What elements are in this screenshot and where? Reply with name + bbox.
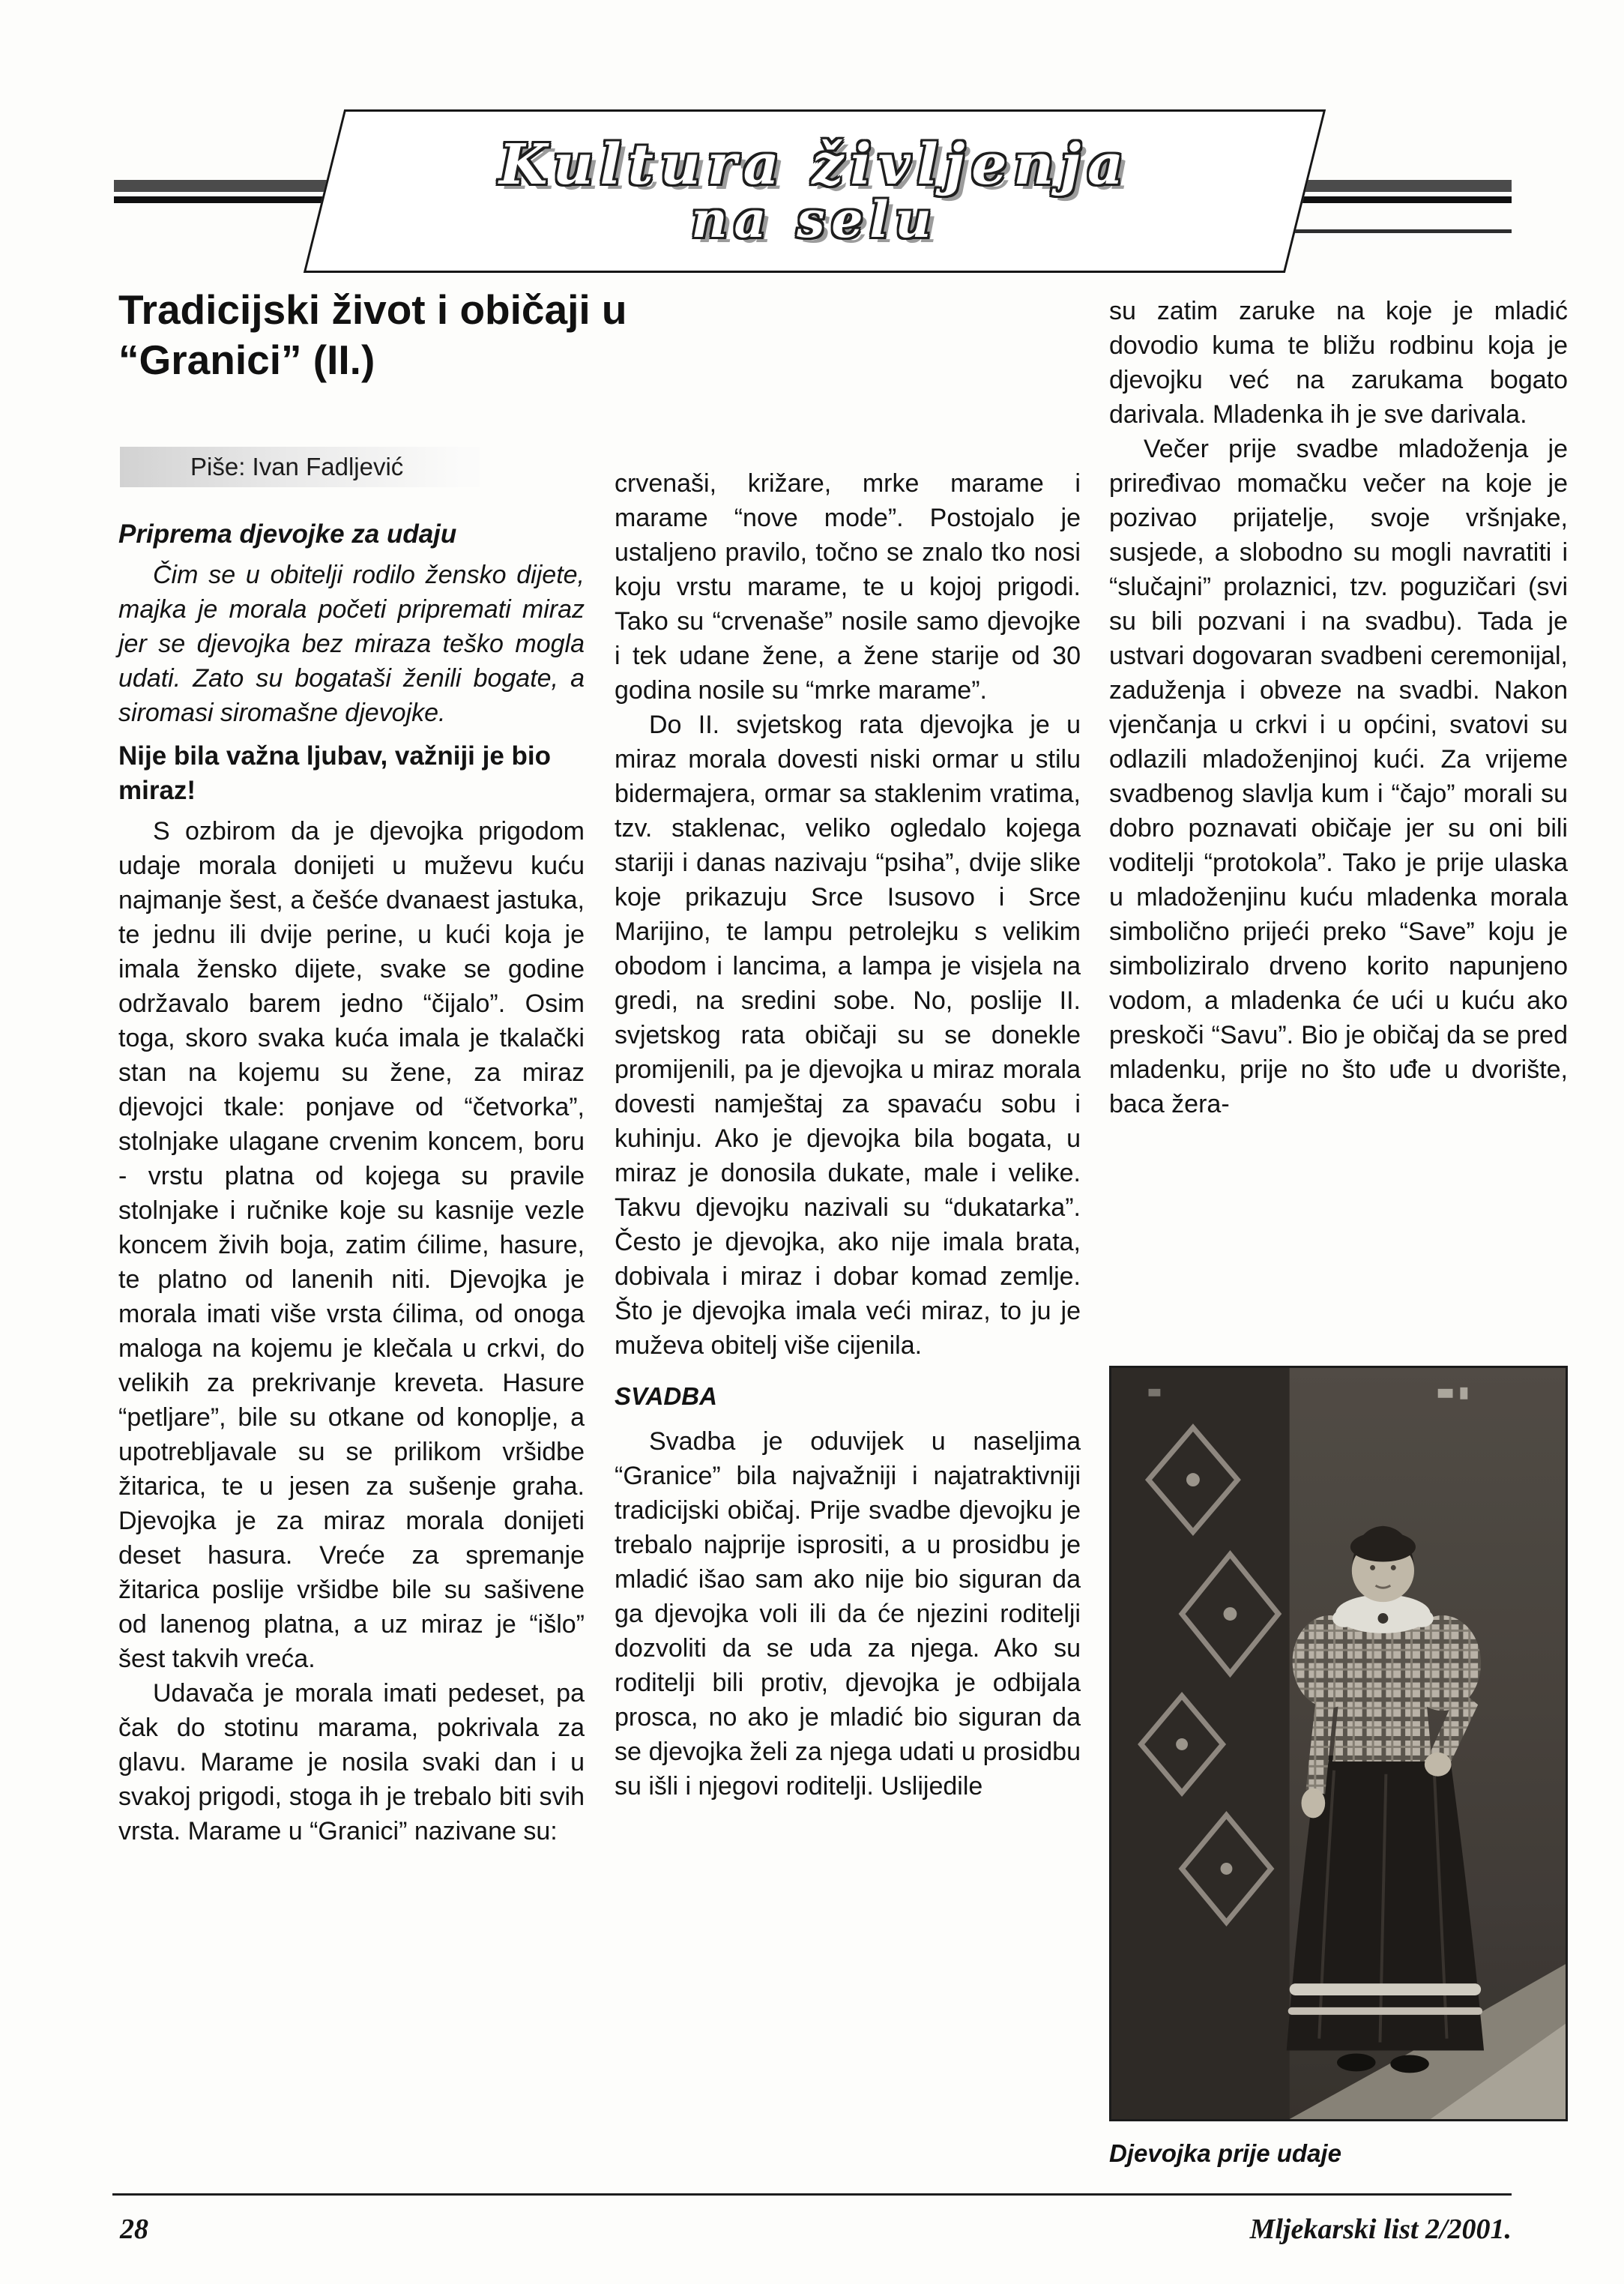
banner-title-line2: na selu <box>691 190 938 250</box>
paragraph: Udavača je morala imati pedeset, pa čak do stotinu marama, pokrivala za glavu. Marame je nosila svaki dan i u svakoj prigodi, stoga ih je trebalo biti svih vrsta. Marame u “Granici” nazivane su: <box>118 1679 585 1845</box>
column-left <box>118 517 585 1848</box>
footer-page-number: 28 <box>120 2214 148 2245</box>
byline-text: Piše: Ivan Fadljević <box>190 453 404 480</box>
byline <box>120 447 480 487</box>
paragraph: S ozbirom da je djevojka prigodom udaje morala donijeti u muževu kuću najmanje šest, a češće dvanaest jastuka, te jednu ili dvije perine, u kući koja je imala žensko dijete, svake se godine održavalo barem jedno “čijalo”. Osim toga, skoro svaka kuća imala je tkalački stan na kojemu su žene, za miraz djevojci tkale: ponjave od “četvorka”, stolnjake ulagane crvenim koncem, boru - vrstu platna od kojega su pravile stolnjake i ručnike koje su kasnije vezle koncem živih boja, zatim ćilime, hasure, te platno od lanenih niti. Djevojka je morala imati više vrsta ćilima, od onoga maloga na kojemu je klečala u crkvi, do velikih za prekrivanje kreveta. Hasure “petljare”, bile su otkane od konoplje, a upotrebljavale su se prilikom vršidbe žitarica, te u jesen za sušenje graha. Djevojka je za miraz morala donijeti deset hasura. Vreće za spremanje žitarica poslije vršidbe bile su sašivene od lanenog platna, a uz miraz je “išlo” šest takvih vreća. <box>118 817 585 1673</box>
section-heading-priprema: Priprema djevojke za udaju <box>118 519 457 549</box>
paragraph: Čim se u obitelji rodilo žensko dijete, majka je morala početi pripremati miraz jer se djevojka bez miraza teško mogla udati. Zato su bogataši ženili bogate, a siromasi siromašne djevojke. <box>118 561 585 727</box>
paragraph: crvenaši, križare, mrke marame i marame “nove mode”. Postojalo je ustaljeno pravilo, točno se znalo tko nosi koju vrstu marame, te u kojoj prigodi. Tako su “crvenaše” nosile samo djevojke i tek udane žene, a žene starije od 30 godina nosile su “mrke marame”. <box>615 469 1081 705</box>
column-right <box>1109 294 1568 1121</box>
article-title-line2: “Granici” (II.) <box>118 337 375 384</box>
article-title-line1: Tradicijski život i običaji u <box>118 286 627 333</box>
banner-title-line1: Kultura življenja <box>499 132 1130 197</box>
footer-journal-title: Mljekarski list 2/2001. <box>1249 2214 1512 2245</box>
column-middle <box>615 466 1081 1804</box>
banner-text-block <box>326 112 1303 271</box>
paragraph: Svadba je oduvijek u naseljima “Granice” bila najvažniji i najatraktivniji tradicijski običaj. Prije svadbe djevojku je trebalo najprije isprositi, a u prosidbu je mladić išao sam ako nije bio siguran da ga djevojka voli ili da će njezini roditelji dozvoliti da se uda za njega. Ako su roditelji bili protiv, djevojka je odbijala prosca, no ako je mladić bio siguran da se djevojka želi za njega udati u prosidbu su išli i njegovi roditelji. Uslijedile <box>615 1427 1081 1801</box>
paragraph: su zatim zaruke na koje je mladić dovodio kuma te bližu rodbinu koja je djevojku već na zarukama bogato darivala. Mladenka ih je sve darivala. <box>1109 297 1568 429</box>
photo-caption: Djevojka prije udaje <box>1109 2139 1341 2167</box>
section-heading-miraz: Nije bila važna ljubav, važniji je bio miraz! <box>118 741 552 805</box>
banner-parallelogram <box>304 109 1326 273</box>
photo-traditional-costume <box>1109 1366 1568 2121</box>
paragraph: Večer prije svadbe mladoženja je priređivao momačku večer na koje je pozivao prijatelje, svoje vršnjake, susjede, a slobodno su mogli navratiti i “slučajni” prolaznici, tzv. poguzičari (svi su bili pozvani i na svadbu). Tada je ustvari dogovaran svadbeni ceremonijal, zaduženja i obveze na svadbi. Nakon vjenčanja u crkvi i u općini, svatovi su odlazili mladoženjinoj kući. Za vrijeme svadbenog slavlja kum i “čajo” morali su dobro poznavati običaje jer su oni bili voditelji “protokola”. Tako je prije ulaska u mladoženjinu kuću mladenka morala simbolično prijeći preko “Save” koju je simboliziralo drveno korito napunjeno vodom, a mladenka će ući u kuću ako preskoči “Savu”. Bio je običaj da se pred mladenku, prije no što uđe u dvorište, baca žera- <box>1109 435 1568 1118</box>
photo-illustration <box>1111 1368 1566 2119</box>
article-title <box>118 285 838 385</box>
section-heading-svadba: SVADBA <box>615 1382 717 1410</box>
banner-rule-right <box>1267 229 1512 233</box>
footer-rule <box>112 2193 1512 2196</box>
paragraph: Do II. svjetskog rata djevojka je u miraz morala dovesti niski ormar u stilu bidermajera, ormar sa staklenim vratima, tzv. staklenac, veliko ogledalo kojega stariji i danas nazivaju “psiha”, dvije slike koje prikazuju Srce Isusovo i Srce Marijino, te lampu petrolejku s velikim obodom i lancima, a lampa je visjela na gredi, na sredini sobe. No, poslije II. svjetskog rata običaji su se donekle promijenili, pa je djevojka u miraz morala dovesti namještaj za spavaću sobu i kuhinju. Ako je djevojka bila bogata, u miraz je donosila dukate, male i velike. Takvu djevojku nazivali su “dukatarka”. Često je djevojka, ako nije imala brata, dobivala i miraz i dobar komad zemlje. Što je djevojka imala veći miraz, to ju je muževa obitelj više cijenila. <box>615 711 1081 1360</box>
